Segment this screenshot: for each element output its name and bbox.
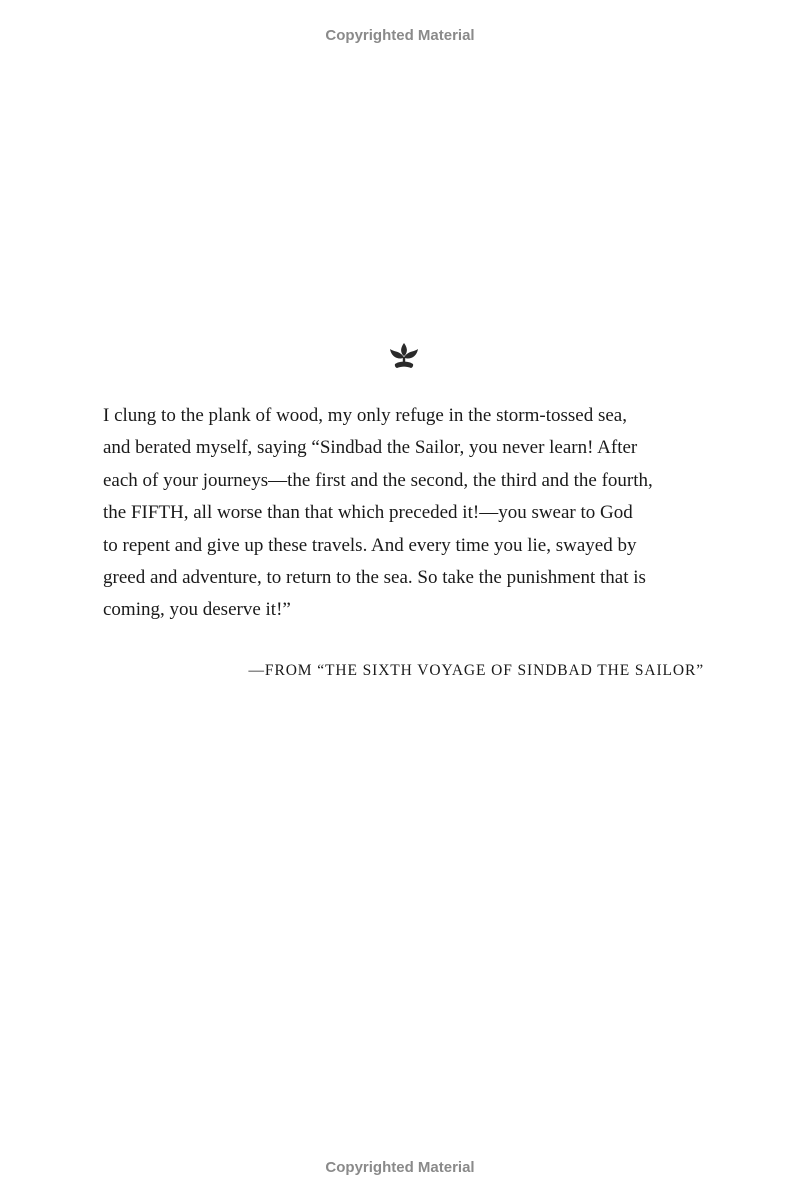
epigraph-attribution: —FROM “THE SIXTH VOYAGE OF SINDBAD THE SAILOR”	[248, 662, 704, 679]
epigraph-quote	[103, 400, 713, 627]
epigraph-line: to repent and give up these travels. And every time you lie, swayed by	[103, 534, 637, 556]
epigraph-line: the FIFTH, all worse than that which preceded it!—you swear to God	[103, 502, 633, 524]
epigraph-line: coming, you deserve it!”	[103, 599, 291, 621]
copyright-watermark-top: Copyrighted Material	[325, 27, 475, 44]
epigraph-line: greed and adventure, to return to the sea. So take the punishment that is	[103, 567, 646, 589]
epigraph-line: and berated myself, saying “Sindbad the Sailor, you never learn! After	[103, 437, 638, 459]
epigraph-line: I clung to the plank of wood, my only refuge in the storm-tossed sea,	[103, 405, 627, 426]
fleuron-icon	[389, 343, 419, 369]
epigraph-line: each of your journeys—the first and the second, the third and the fourth,	[103, 469, 653, 491]
copyright-watermark-bottom: Copyrighted Material	[325, 1159, 475, 1176]
